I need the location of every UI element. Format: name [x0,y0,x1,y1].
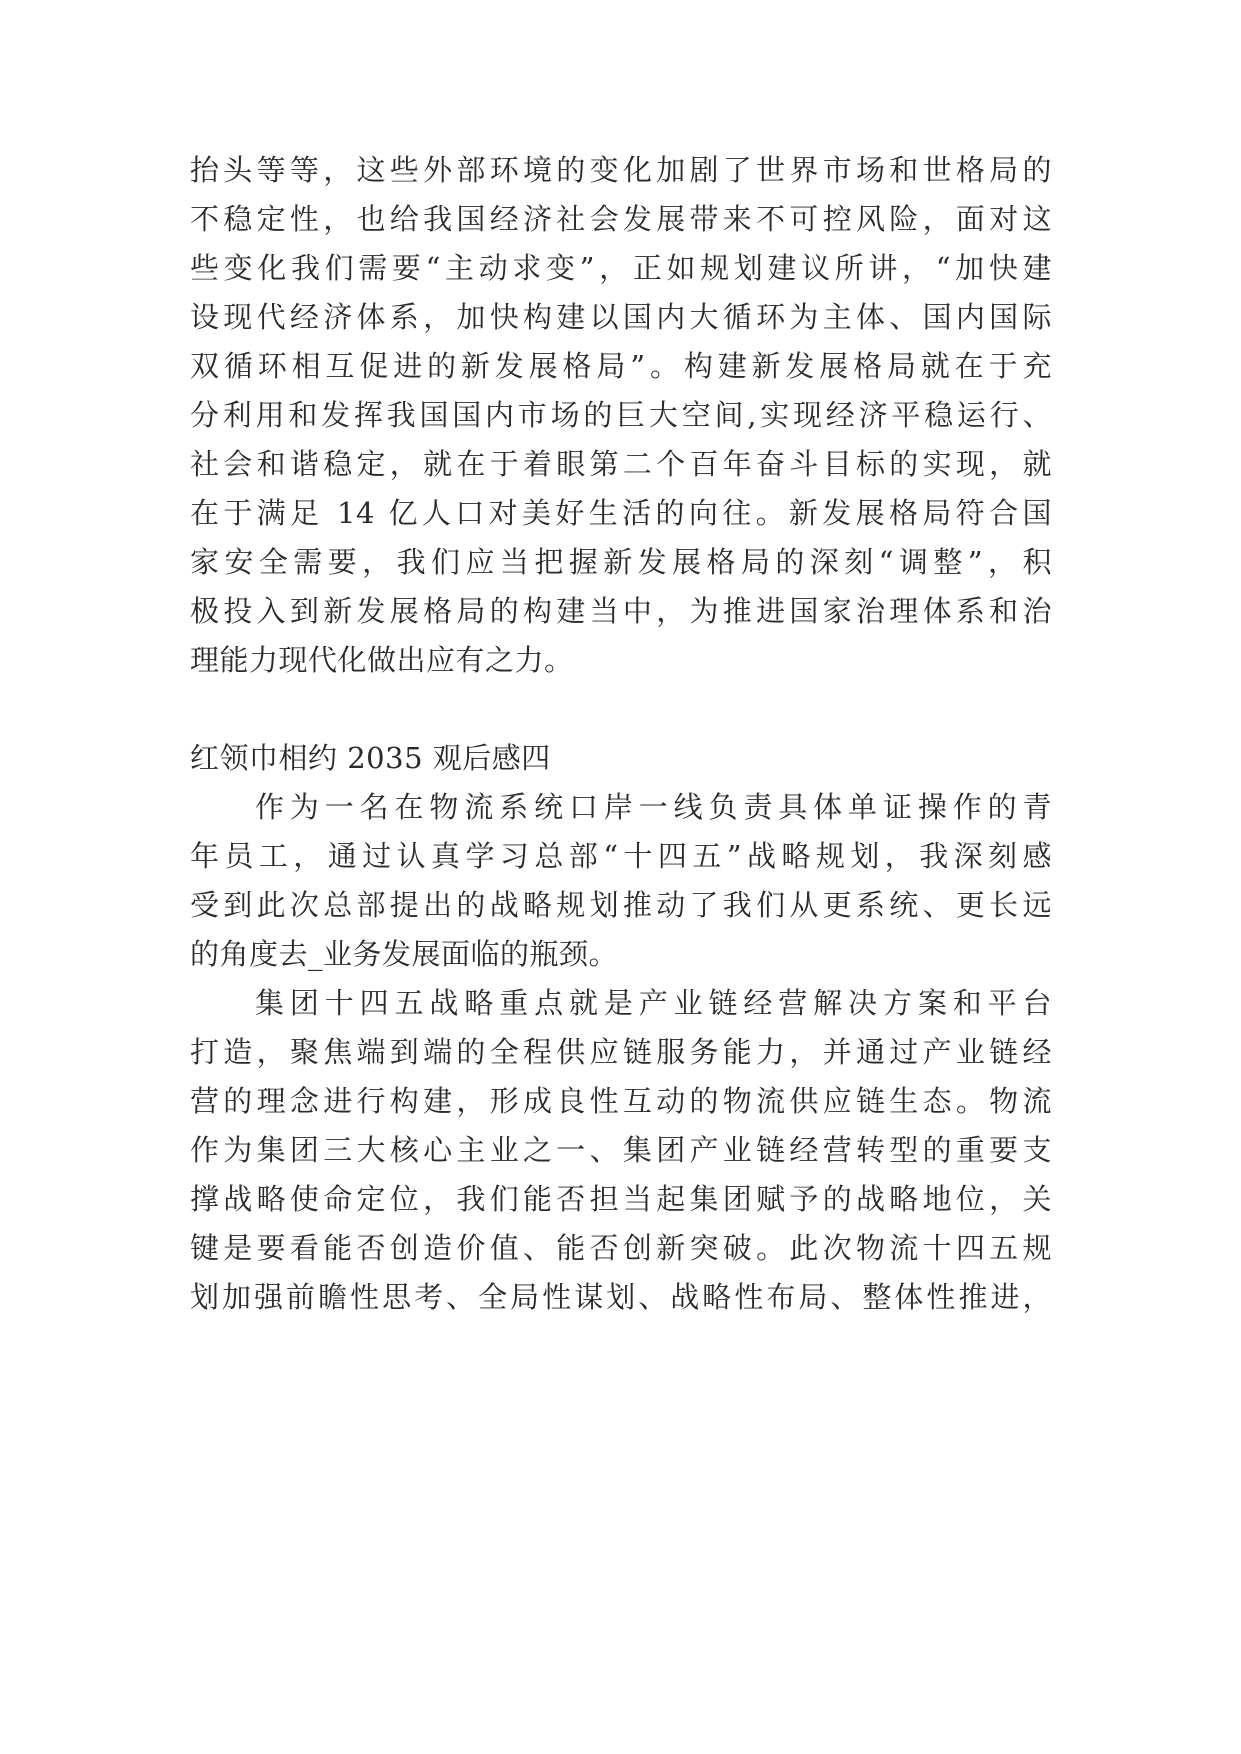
text-line: 撑战略使命定位，我们能否担当起集团赋予的战略地位，关 [190,1182,1052,1216]
text-line: 双循环相互促进的新发展格局”。构建新发展格局就在于充 [190,349,1052,383]
text-line: 集团十四五战略重点就是产业链经营解决方案和平台 [255,986,1052,1020]
section-title: 红领巾相约 2035 观后感四 [190,741,551,775]
text-line: 作为一名在物流系统口岸一线负责具体单证操作的青 [255,790,1052,824]
text-line: 受到此次总部提出的战略规划推动了我们从更系统、更长远 [190,888,1052,922]
text-line: 社会和谐稳定，就在于着眼第二个百年奋斗目标的实现，就 [190,447,1052,481]
text-line: 在于满足 14 亿人口对美好生活的向往。新发展格局符合国 [190,496,1052,530]
text-line: 营的理念进行构建，形成良性互动的物流供应链生态。物流 [190,1084,1052,1118]
text-line: 键是要看能否创造价值、能否创新突破。此次物流十四五规 [190,1231,1052,1265]
text-line: 些变化我们需要“主动求变”，正如规划建议所讲，“加快建 [190,251,1052,285]
text-line: 理能力现代化做出应有之力。 [190,643,574,677]
text-line: 作为集团三大核心主业之一、集团产业链经营转型的重要支 [190,1133,1052,1167]
text-line: 的角度去_业务发展面临的瓶颈。 [190,937,619,971]
text-line: 分利用和发挥我国国内市场的巨大空间,实现经济平稳运行、 [190,398,1052,432]
text-line: 设现代经济体系，加快构建以国内大循环为主体、国内国际 [190,300,1052,334]
text-line: 家安全需要，我们应当把握新发展格局的深刻“调整”，积 [190,545,1052,579]
text-line: 划加强前瞻性思考、全局性谋划、战略性布局、整体性推进， [190,1280,1052,1314]
text-line: 年员工，通过认真学习总部“十四五”战略规划，我深刻感 [190,839,1052,873]
text-line: 极投入到新发展格局的构建当中，为推进国家治理体系和治 [190,594,1052,628]
text-line: 打造，聚焦端到端的全程供应链服务能力，并通过产业链经 [190,1035,1052,1069]
text-line: 抬头等等，这些外部环境的变化加剧了世界市场和世格局的 [190,153,1052,187]
text-line: 不稳定性，也给我国经济社会发展带来不可控风险，面对这 [190,202,1052,236]
